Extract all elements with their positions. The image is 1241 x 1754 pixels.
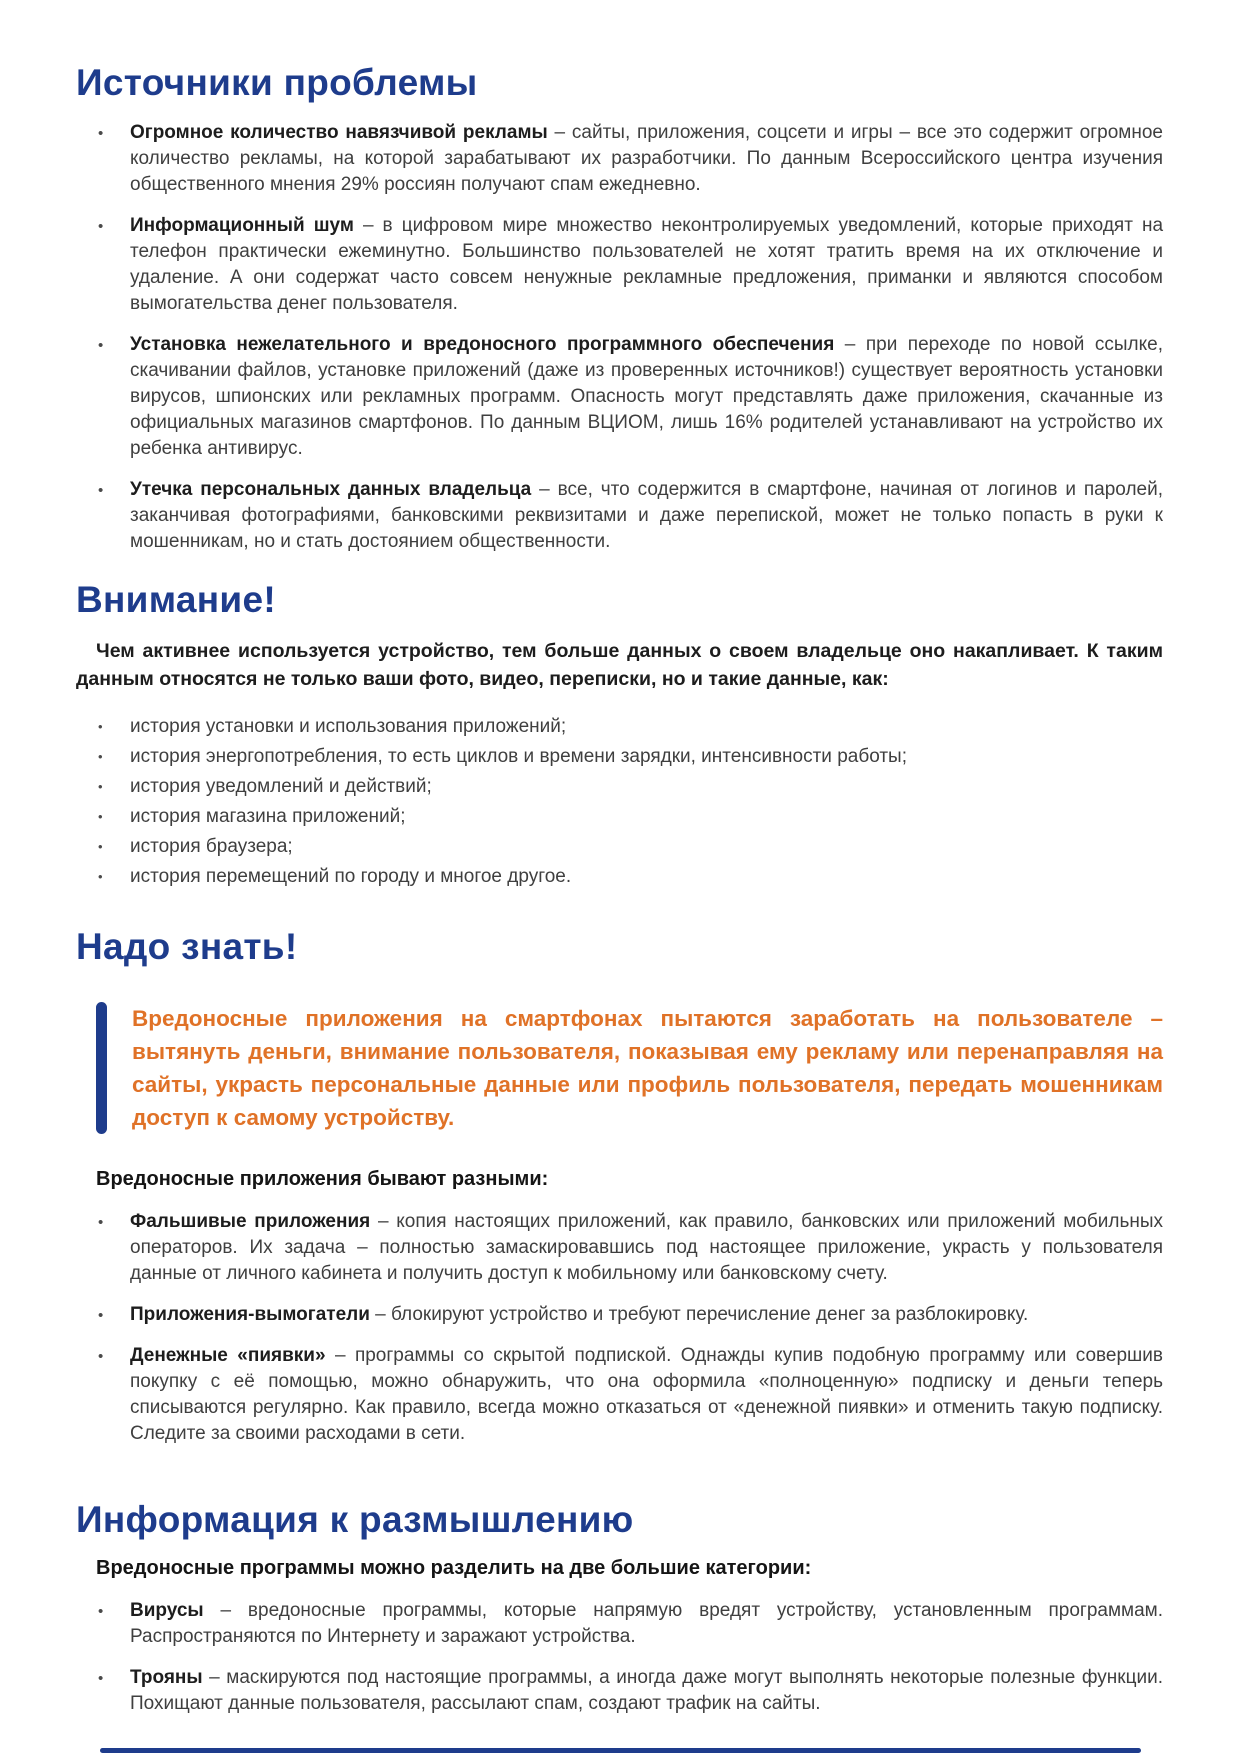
section-title-sources: Источники проблемы — [76, 62, 478, 103]
list-item-lead: Приложения-вымогатели — [130, 1304, 370, 1325]
reflection-bullet-list — [76, 1598, 1163, 1717]
list-item-lead: Установка нежелательного и вредоносного программного обеспечения — [130, 334, 835, 355]
section-title-reflection: Информация к размышлению — [76, 1499, 634, 1540]
section-title-attention: Внимание! — [76, 579, 276, 620]
list-item — [76, 837, 1163, 856]
list-item — [76, 213, 1163, 317]
list-item-text: – все, что содержится в смартфоне, начиная от логинов и паролей, заканчивая фотографиями, банковскими реквизитами и даже перепиской, может не только попасть в руки к мошенникам, но и стать достоянием общественности. — [130, 479, 1163, 552]
know-bullet-list — [76, 1209, 1163, 1447]
list-item-text: история энергопотребления, то есть циклов и времени зарядки, интенсивности работы; — [130, 746, 907, 767]
list-item — [76, 867, 1163, 886]
know-subheading: Вредоносные приложения бывают разными: — [96, 1168, 549, 1190]
section-title-know: Надо знать! — [76, 926, 298, 967]
callout — [76, 1002, 1163, 1134]
sources-bullet-list — [76, 120, 1163, 555]
list-item — [76, 120, 1163, 198]
list-item — [76, 747, 1163, 766]
list-item-text: – в цифровом мире множество неконтролируемых уведомлений, которые приходят на телефон практически ежеминутно. Большинство пользователей не хотят тратить время на их отключение и удаление. А они содержат часто совсем ненужные рекламные предложения, приманки и являются способом вымогательства денег пользователя. — [130, 215, 1164, 314]
list-item-lead: Информационный шум — [130, 215, 354, 236]
callout-accent-bar — [96, 1002, 107, 1134]
list-item — [76, 717, 1163, 736]
list-item — [76, 807, 1163, 826]
list-item-text: история установки и использования приложений; — [130, 716, 567, 737]
list-item — [76, 777, 1163, 796]
list-item-lead: Вирусы — [130, 1600, 204, 1621]
list-item-text: история уведомлений и действий; — [130, 776, 432, 797]
list-item — [76, 332, 1163, 462]
list-item — [76, 1665, 1163, 1717]
attention-bullet-list — [76, 717, 1163, 886]
list-item-text: – копия настоящих приложений, как правило, банковских или приложений мобильных операторов. Их задача – полностью замаскировавшись под настоящее приложение, украсть у пользователя данные от личного кабинета и получить доступ к мобильному или банковскому счету. — [130, 1211, 1163, 1284]
list-item — [76, 1302, 1163, 1328]
callout-text: Вредоносные приложения на смартфонах пытаются заработать на пользователе – вытянуть деньги, внимание пользователя, показывая ему рекламу или перенаправляя на сайты, украсть персональные данные или профиль пользователя, передать мошенникам доступ к самому устройству. — [132, 1006, 1163, 1130]
list-item-text: – сайты, приложения, соцсети и игры – все это содержит огромное количество рекламы, на которой зарабатывают их разработчики. По данным Всероссийского центра изучения общественного мнения 29% россиян получают спам ежедневно. — [130, 122, 1163, 195]
footer-rule — [100, 1748, 1141, 1753]
list-item-text: история браузера; — [130, 836, 293, 857]
list-item-lead: Утечка персональных данных владельца — [130, 479, 532, 500]
list-item-lead: Трояны — [130, 1667, 203, 1688]
list-item-lead: Огромное количество навязчивой рекламы — [130, 122, 548, 143]
list-item-text: – программы со скрытой подпиской. Однажды купив подобную программу или совершив покупку с её помощью, можно обнаружить, что она оформила «полноценную» подписку и деньги теперь списываются регулярно. Как правило, всегда можно отказаться от «денежной пиявки» и отменить такую подписку. Следите за своими расходами в сети. — [130, 1345, 1163, 1444]
attention-intro-paragraph: Чем активнее используется устройство, тем больше данных о своем владельце оно накапливает. К таким данным относятся не только ваши фото, видео, переписки, но и такие данные, как: — [76, 640, 1163, 690]
list-item — [76, 1343, 1163, 1447]
list-item-text: – вредоносные программы, которые напрямую вредят устройству, установленным программам. Распространяются по Интернету и заражают устройства. — [130, 1600, 1163, 1647]
list-item — [76, 1209, 1163, 1287]
list-item — [76, 477, 1163, 555]
list-item-text: – при переходе по новой ссылке, скачивании файлов, установке приложений (даже из проверенных источников!) существует вероятность установки вирусов, шпионских или рекламных программ. Опасность могут представлять даже приложения, скачанные из официальных магазинов смартфонов. По данным ВЦИОМ, лишь 16% родителей устанавливают на устройство их ребенка антивирус. — [130, 334, 1163, 459]
list-item-lead: Фальшивые приложения — [130, 1211, 371, 1232]
list-item-text: – маскируются под настоящие программы, а иногда даже могут выполнять некоторые полезные функции. Похищают данные пользователя, рассылают спам, создают трафик на сайты. — [130, 1667, 1163, 1714]
list-item-text: – блокируют устройство и требуют перечисление денег за разблокировку. — [369, 1304, 1029, 1325]
list-item-text: история перемещений по городу и многое другое. — [130, 866, 572, 887]
list-item-lead: Денежные «пиявки» — [130, 1345, 326, 1366]
list-item-text: история магазина приложений; — [130, 806, 406, 827]
list-item — [76, 1598, 1163, 1650]
reflection-subheading: Вредоносные программы можно разделить на две большие категории: — [96, 1557, 812, 1579]
